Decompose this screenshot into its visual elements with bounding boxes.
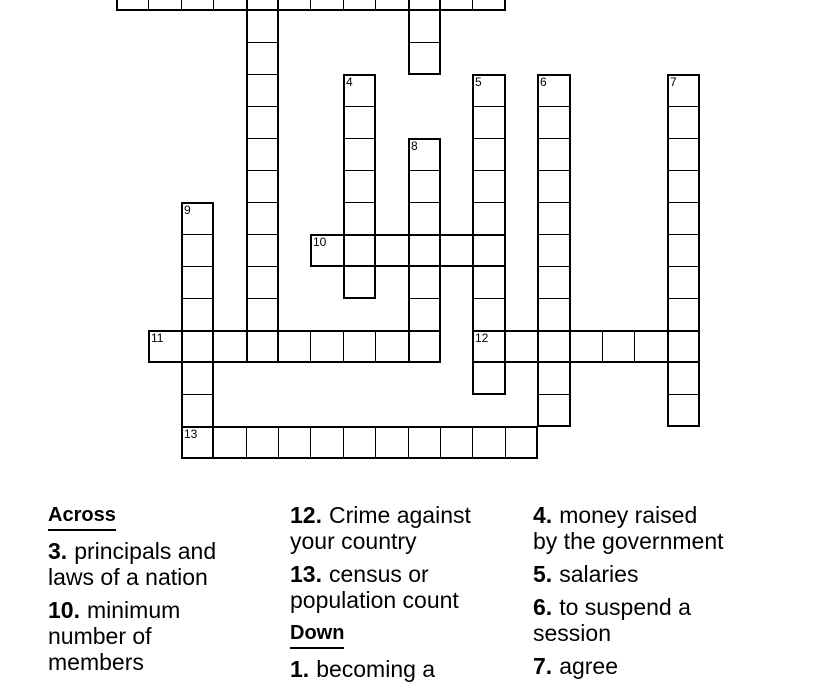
grid-cell — [375, 426, 409, 459]
grid-cell — [667, 266, 700, 299]
grid-cell — [537, 138, 571, 171]
grid-cell — [148, 0, 182, 11]
clue-text: money raised — [559, 502, 698, 528]
grid-cell — [440, 426, 473, 459]
grid-cell — [246, 234, 279, 267]
grid-cell — [537, 170, 571, 203]
clue-number: 10. — [48, 597, 80, 623]
grid-cell — [246, 202, 279, 235]
grid-cell — [537, 202, 571, 235]
grid-cell — [343, 202, 376, 235]
grid-cell — [343, 426, 376, 459]
cell-number: 7 — [670, 75, 677, 89]
grid-cell — [246, 74, 279, 107]
grid-cell — [667, 394, 700, 427]
grid-cell — [408, 298, 441, 331]
grid-cell — [310, 426, 344, 459]
grid-cell — [181, 0, 214, 11]
cell-number: 9 — [184, 203, 191, 217]
clue-item — [290, 502, 535, 554]
grid-cell — [116, 0, 149, 11]
cell-number: 12 — [475, 331, 489, 345]
grid-cell — [667, 138, 700, 171]
clue-item — [48, 538, 293, 590]
across-header — [48, 502, 293, 531]
grid-cell — [213, 426, 247, 459]
grid-cell — [408, 234, 441, 267]
clue-text: minimum — [86, 597, 181, 623]
header-text: Across — [48, 502, 116, 531]
clue-text: number of — [48, 623, 152, 649]
clue-item — [533, 561, 778, 587]
clue-text: census or — [328, 561, 429, 587]
clue-text: salaries — [559, 561, 639, 587]
cell-number: 10 — [313, 235, 327, 249]
grid-cell — [505, 330, 538, 363]
grid-cell — [408, 266, 441, 299]
grid-cell — [181, 330, 214, 363]
cell-number: 6 — [540, 75, 547, 89]
grid-cell — [602, 330, 635, 363]
cell-number: 11 — [151, 331, 164, 345]
clue-number: 4. — [533, 502, 553, 528]
grid-cell — [667, 362, 700, 395]
clue-item — [290, 561, 535, 613]
clue-item — [533, 594, 778, 646]
clue-number: 5. — [533, 561, 553, 587]
clue-line — [533, 528, 778, 554]
grid-cell — [667, 106, 700, 139]
grid-cell — [667, 202, 700, 235]
clue-line — [290, 528, 535, 554]
clue-number: 7. — [533, 653, 553, 679]
grid-cell — [667, 298, 700, 331]
grid-cell — [375, 234, 409, 267]
clue-number: 1. — [290, 656, 310, 682]
grid-cell — [343, 330, 376, 363]
clue-text: principals and — [74, 538, 217, 564]
clues-column-middle — [290, 502, 535, 689]
grid-cell — [667, 330, 700, 363]
cell-number: 4 — [346, 75, 353, 89]
grid-cell — [472, 234, 506, 267]
grid-cell — [213, 330, 247, 363]
grid-cell — [472, 202, 506, 235]
grid-cell — [181, 234, 214, 267]
clue-line — [48, 623, 293, 649]
grid-cell — [343, 170, 376, 203]
clue-item — [48, 597, 293, 675]
grid-cell — [408, 10, 441, 43]
clues-column-across — [48, 502, 293, 682]
clue-line — [48, 564, 293, 590]
cell-number: 5 — [475, 75, 482, 89]
grid-cell — [181, 362, 214, 395]
grid-cell — [246, 330, 279, 363]
grid-cell — [570, 330, 603, 363]
grid-cell — [537, 106, 571, 139]
clue-line — [290, 502, 535, 528]
grid-cell — [181, 266, 214, 299]
clue-line — [48, 538, 293, 564]
clue-line — [533, 502, 778, 528]
grid-cell — [408, 42, 441, 75]
clue-text: agree — [559, 653, 619, 679]
clue-text: session — [533, 620, 611, 646]
cell-number: 8 — [411, 139, 418, 153]
grid-cell — [472, 426, 506, 459]
grid-cell — [472, 170, 506, 203]
grid-cell — [667, 234, 700, 267]
grid-cell — [472, 0, 506, 11]
down-header — [290, 620, 535, 649]
clue-text: population count — [290, 587, 459, 613]
grid-cell — [343, 266, 376, 299]
clues-column-down — [533, 502, 778, 686]
grid-cell — [246, 106, 279, 139]
grid-cell — [634, 330, 668, 363]
clue-line — [290, 561, 535, 587]
grid-cell — [408, 202, 441, 235]
grid-cell — [537, 394, 571, 427]
clue-text: your country — [290, 528, 417, 554]
grid-cell — [343, 106, 376, 139]
grid-cell — [278, 0, 311, 11]
clue-text: by the government — [533, 528, 724, 554]
grid-cell — [246, 298, 279, 331]
grid-cell — [310, 0, 344, 11]
clue-line — [533, 594, 778, 620]
grid-cell — [505, 426, 538, 459]
grid-cell — [181, 394, 214, 427]
grid-cell — [408, 170, 441, 203]
grid-cell — [408, 426, 441, 459]
clue-line — [533, 620, 778, 646]
grid-cell — [537, 330, 571, 363]
grid-cell — [472, 266, 506, 299]
grid-cell — [343, 138, 376, 171]
grid-cell — [181, 298, 214, 331]
clue-number: 12. — [290, 502, 322, 528]
clue-text: laws of a nation — [48, 564, 208, 590]
grid-cell — [537, 234, 571, 267]
clue-line — [290, 587, 535, 613]
grid-cell — [537, 298, 571, 331]
clue-number: 6. — [533, 594, 553, 620]
grid-cell — [537, 362, 571, 395]
clue-text: to suspend a — [559, 594, 691, 620]
grid-cell — [408, 330, 441, 363]
grid-cell — [472, 362, 506, 395]
grid-cell — [246, 138, 279, 171]
clue-line — [533, 653, 778, 679]
clue-item — [533, 502, 778, 554]
clue-text: Crime against — [328, 502, 471, 528]
grid-cell — [343, 0, 376, 11]
header-text: Down — [290, 620, 344, 649]
grid-cell — [213, 0, 247, 11]
grid-cell — [667, 170, 700, 203]
clue-line — [48, 597, 293, 623]
grid-cell — [246, 10, 279, 43]
clue-item — [533, 653, 778, 679]
clue-line — [533, 561, 778, 587]
clue-number: 13. — [290, 561, 322, 587]
grid-cell — [472, 138, 506, 171]
grid-cell — [246, 266, 279, 299]
clue-text: members — [48, 649, 144, 675]
grid-cell — [246, 170, 279, 203]
grid-cell — [375, 0, 409, 11]
clue-text: becoming a — [316, 656, 436, 682]
grid-cell — [278, 426, 311, 459]
clue-line — [48, 649, 293, 675]
grid-cell — [472, 106, 506, 139]
cell-number: 13 — [184, 427, 198, 441]
grid-cell — [246, 42, 279, 75]
grid-cell — [440, 234, 473, 267]
grid-cell — [310, 330, 344, 363]
grid-cell — [246, 426, 279, 459]
grid-cell — [278, 330, 311, 363]
grid-cell — [537, 266, 571, 299]
grid-cell — [472, 298, 506, 331]
grid-cell — [375, 330, 409, 363]
clue-number: 3. — [48, 538, 68, 564]
grid-cell — [440, 0, 473, 11]
grid-cell — [343, 234, 376, 267]
